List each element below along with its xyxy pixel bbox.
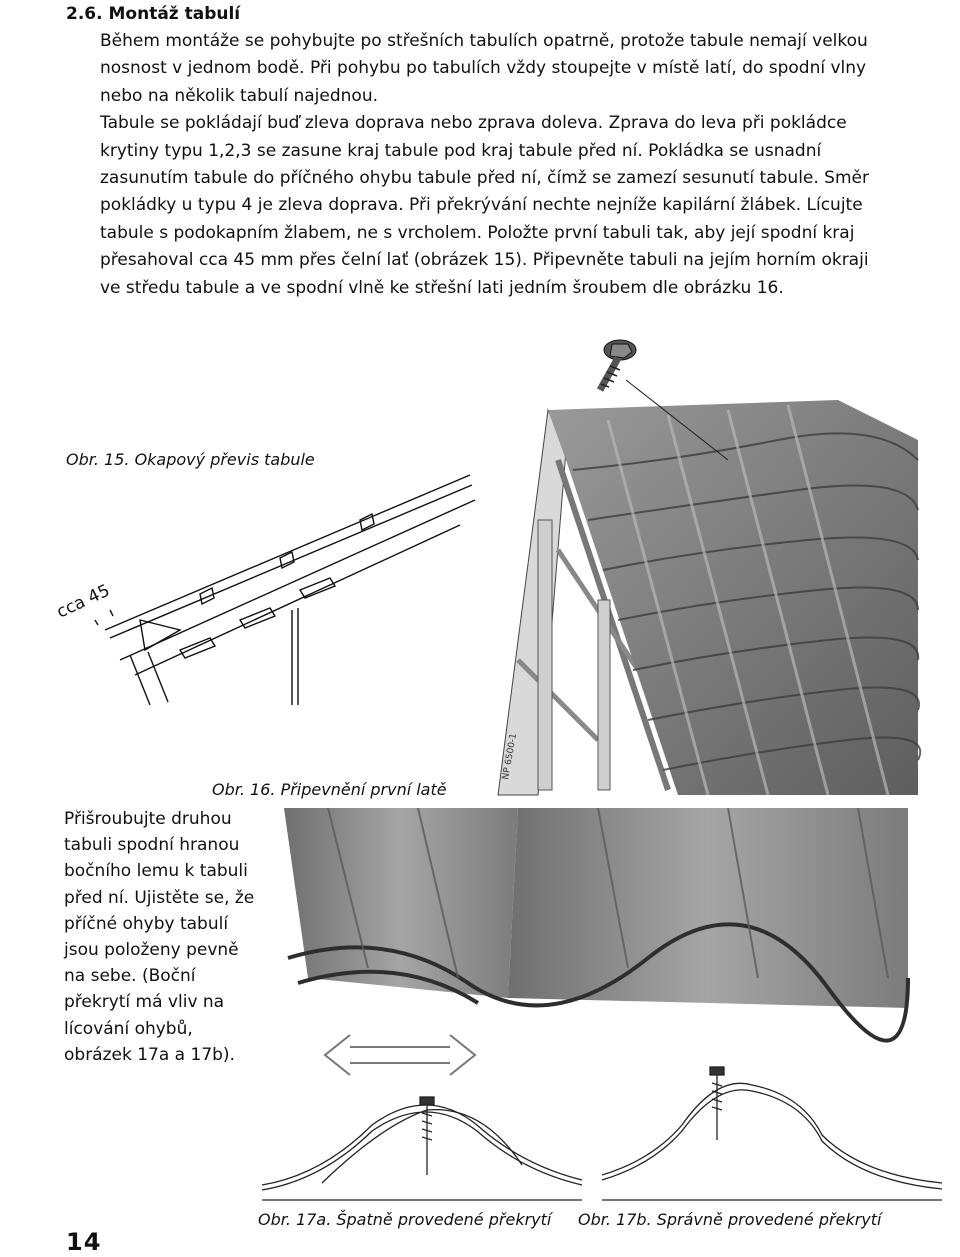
figure-17-tiles-overlap	[268, 808, 908, 1008]
figure-15-caption: Obr. 15. Okapový převis tabule	[66, 450, 315, 469]
figure-15-overhang-drawing	[53, 470, 480, 710]
figure-16-stamp: NP 6500-1	[501, 732, 520, 781]
body-text	[100, 28, 890, 302]
dimension-label: cca 45	[53, 580, 114, 623]
section-heading: 2.6. Montáž tabulí	[66, 4, 241, 24]
screw-icon	[590, 330, 660, 400]
figure-16-roof-illustration	[478, 400, 918, 795]
page-number: 14	[66, 1228, 102, 1256]
paragraph-safety: Během montáže se pohybujte po střešních tabulích opatrně, protože tabule nemají velkou nosnost v jednom bodě. Při pohybu po tabulích vždy stoupejte v místě latí, do spodní vlny nebo na několik tabulí najednou.	[100, 31, 868, 106]
figure-17a-caption: Obr. 17a. Špatně provedené překrytí	[258, 1210, 552, 1229]
figure-16-caption: Obr. 16. Připevnění první latě	[212, 780, 447, 799]
paragraph-laying: Tabule se pokládají buď zleva doprava nebo zprava doleva. Zprava do leva při pokládce krytiny typu 1,2,3 se zasune kraj tabule pod kraj tabule před ní. Pokládka se usnadní zasunutím tabule do příčného ohybu tabule před ní, čímž se zamezí sesunutí tabule. Směr pokládky u typu 4 je zleva doprava. Při překrývání nechte nejníže kapilární žlábek. Lícujte tabule s podokapním žlabem, ne s vrcholem. Položte první tabuli tak, aby její spodní kraj přesahoval cca 45 mm přes čelní lať (obrázek 15). Připevněte tabuli na jejím horním okraji ve středu tabule a ve spodní vlně ke střešní lati jedním šroubem dle obrázku 16.	[100, 113, 869, 298]
side-instruction-text: Přišroubujte druhou tabuli spodní hranou bočního lemu k tabuli před ní. Ujistěte se, že příčné ohyby tabulí jsou položeny pevně na sebe. (Boční překrytí má vliv na lícování ohybů, obrázek 17a a 17b).	[64, 809, 255, 1065]
figure-17b-caption: Obr. 17b. Správně provedené překrytí	[578, 1210, 882, 1229]
figure-17-cross-sections	[262, 1065, 942, 1215]
